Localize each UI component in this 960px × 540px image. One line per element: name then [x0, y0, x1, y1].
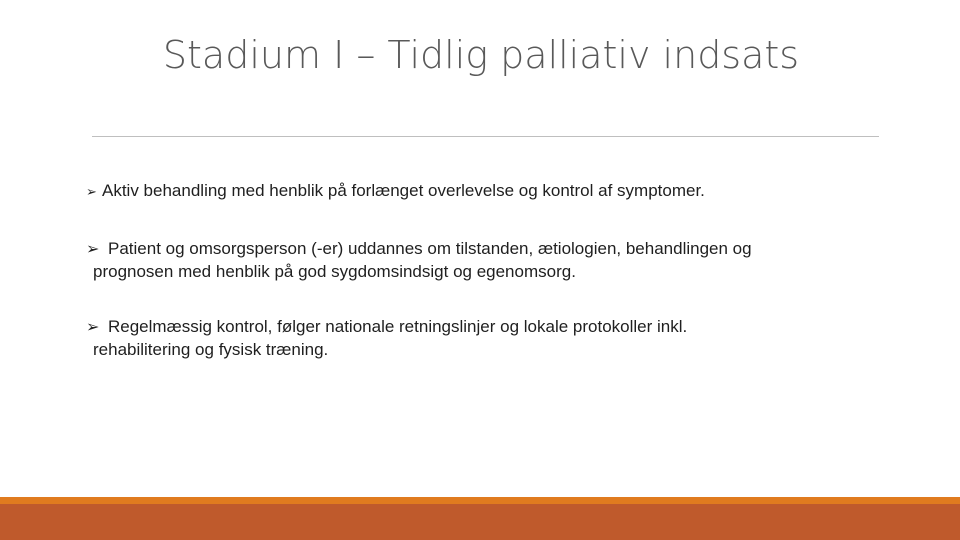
bullet-item — [86, 316, 886, 361]
bullet-text-line-2: rehabilitering og fysisk træning. — [93, 340, 329, 359]
slide-title: Stadium I – Tidlig palliativ indsats — [162, 33, 800, 77]
arrow-bullet-icon: ➢ — [86, 241, 100, 258]
bullet-text-line-1: Patient og omsorgsperson (-er) uddannes om tilstanden, ætiologien, behandlingen og — [108, 239, 752, 258]
bullet-item — [86, 180, 886, 203]
bullet-text-line-2: prognosen med henblik på god sygdomsindsigt og egenomsorg. — [93, 262, 576, 281]
footer-accent-bar — [0, 497, 960, 504]
bullet-text-line-1: Regelmæssig kontrol, følger nationale retningslinjer og lokale protokoller inkl. — [108, 317, 688, 336]
footer-bar — [0, 504, 960, 540]
bullet-text: Aktiv behandling med henblik på forlænget overlevelse og kontrol af symptomer. — [102, 181, 705, 200]
arrow-bullet-icon: ➢ — [86, 319, 100, 336]
arrow-bullet-icon: ➢ — [86, 184, 97, 199]
bullet-item — [86, 238, 886, 283]
title-divider — [92, 136, 879, 137]
